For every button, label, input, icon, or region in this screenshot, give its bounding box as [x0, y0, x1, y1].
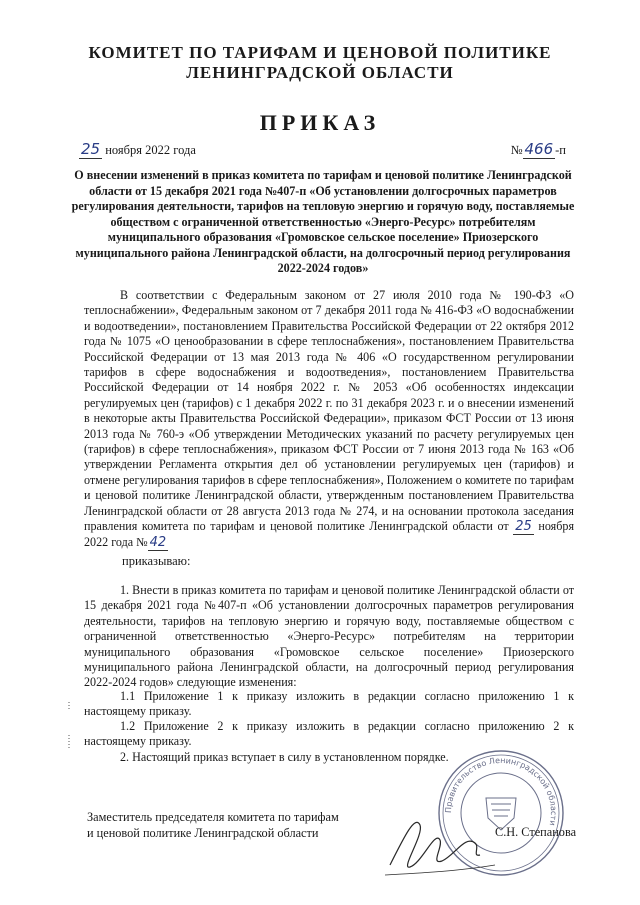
- decree-word: приказываю:: [122, 554, 191, 568]
- signatory-name: С.Н. Степанова: [495, 825, 577, 839]
- protocol-day-handwritten: 25: [515, 519, 532, 535]
- item-2: 2. Настоящий приказ вступает в силу в установленном порядке.: [120, 750, 449, 764]
- order-date: [79, 140, 196, 158]
- preamble-paragraph: [84, 288, 574, 550]
- number-handwritten: 466: [524, 140, 554, 158]
- org-name-line2: ЛЕНИНГРАДСКОЙ ОБЛАСТИ: [186, 63, 454, 82]
- date-rest: ноября 2022 года: [105, 143, 196, 157]
- preamble-text: В соответствии с Федеральным законом от 27 июля 2010 года № 190-ФЗ «О теплоснабжении», Федеральным законом от 7 декабря 2011 года № 416-ФЗ «О водоснабжении и водоотведении», постановлением Правительства Российской Федерации от 22 октября 2012 года № 1075 «О ценообразовании в сфере теплоснабжения», постановлением Правительства Российской Федерации от 13 мая 2013 года № 406 «О государственном регулировании тарифов в сфере водоснабжения и водоотведения», постановлением Правительства Российской Федерации от 14 ноября 2022 г. № 2053 «Об особенностях индексации регулируемых цен (тарифов) с 1 декабря 2022 г. по 31 декабря 2023 г. и о внесении изменений в некоторые акты Правительства Российской Федерации», приказом ФСТ России от 13 июня 2013 года № 760-э «Об утверждении Методических указаний по расчету регулируемых цен (тарифов) в сфере теплоснабжения», приказом ФСТ России от 7 июня 2013 года № 163 «Об утверждении Регламента открытия дел об установлении регулируемых цен (тарифов) и отмене регулирования тарифов в сфере теплоснабжения», Положением о комитете по тарифам и ценовой политике Ленинградской области, утвержденным постановлением Правительства Ленинградской области от 28 августа 2013 года № 274, и на основании протокола заседания правления комитета по тарифам и ценовой политике Ленинградской области от: [84, 288, 574, 534]
- seal-ring-text: Правительство Ленинградской области: [443, 755, 559, 827]
- item-1-1: 1.1 Приложение 1 к приказу изложить в редакции согласно приложению 1 к настоящему приказу.: [84, 689, 574, 719]
- handwritten-signature: [380, 795, 500, 885]
- protocol-number-handwritten: 42: [149, 534, 167, 550]
- org-name-line1: КОМИТЕТ ПО ТАРИФАМ И ЦЕНОВОЙ ПОЛИТИКЕ: [88, 43, 552, 62]
- order-number: [511, 140, 566, 158]
- item-1: 1. Внести в приказ комитета по тарифам и ценовой политике Ленинградской области от 15 декабря 2021 года №407-п «Об установлении долгосрочных параметров регулирования деятельности, тарифов на тепловую энергию и горячую воду, поставляемые обществом с ограниченной ответственностью «Энерго-Ресурс» потребителям на территории муниципального образования «Громовское сельское поселение» Приозерского муниципального района Ленинградской области, на долгосрочный период регулирования 2022-2024 годов» следующие изменения:: [84, 583, 574, 690]
- position-line2: и ценовой политике Ленинградской области: [87, 826, 319, 840]
- position-line1: Заместитель председателя комитета по тарифам: [87, 810, 339, 824]
- item-1-2: 1.2 Приложение 2 к приказу изложить в редакции согласно приложению 2 к настоящему приказу.: [84, 719, 574, 749]
- document-title: ПРИКАЗ: [259, 110, 381, 135]
- order-subject: О внесении изменений в приказ комитета по тарифам и ценовой политике Ленинградской области от 15 декабря 2021 года №407-п «Об установлении долгосрочных параметров регулирования деятельности, тарифов на тепловую энергию и горячую воду, поставляемые обществом с ограниченной ответственностью «Энерго-Ресурс» потребителям муниципального образования «Громовское сельское поселение» Приозерского муниципального района Ленинградской области, на долгосрочный период регулирования 2022-2024 годов»: [71, 168, 575, 275]
- number-prefix: №: [510, 143, 523, 157]
- signatory-position: [87, 809, 339, 841]
- margin-dots: [64, 700, 74, 760]
- preamble-month: ноября 2022 года №: [84, 519, 575, 549]
- number-suffix: -п: [555, 143, 566, 157]
- date-day-handwritten: 25: [81, 140, 101, 158]
